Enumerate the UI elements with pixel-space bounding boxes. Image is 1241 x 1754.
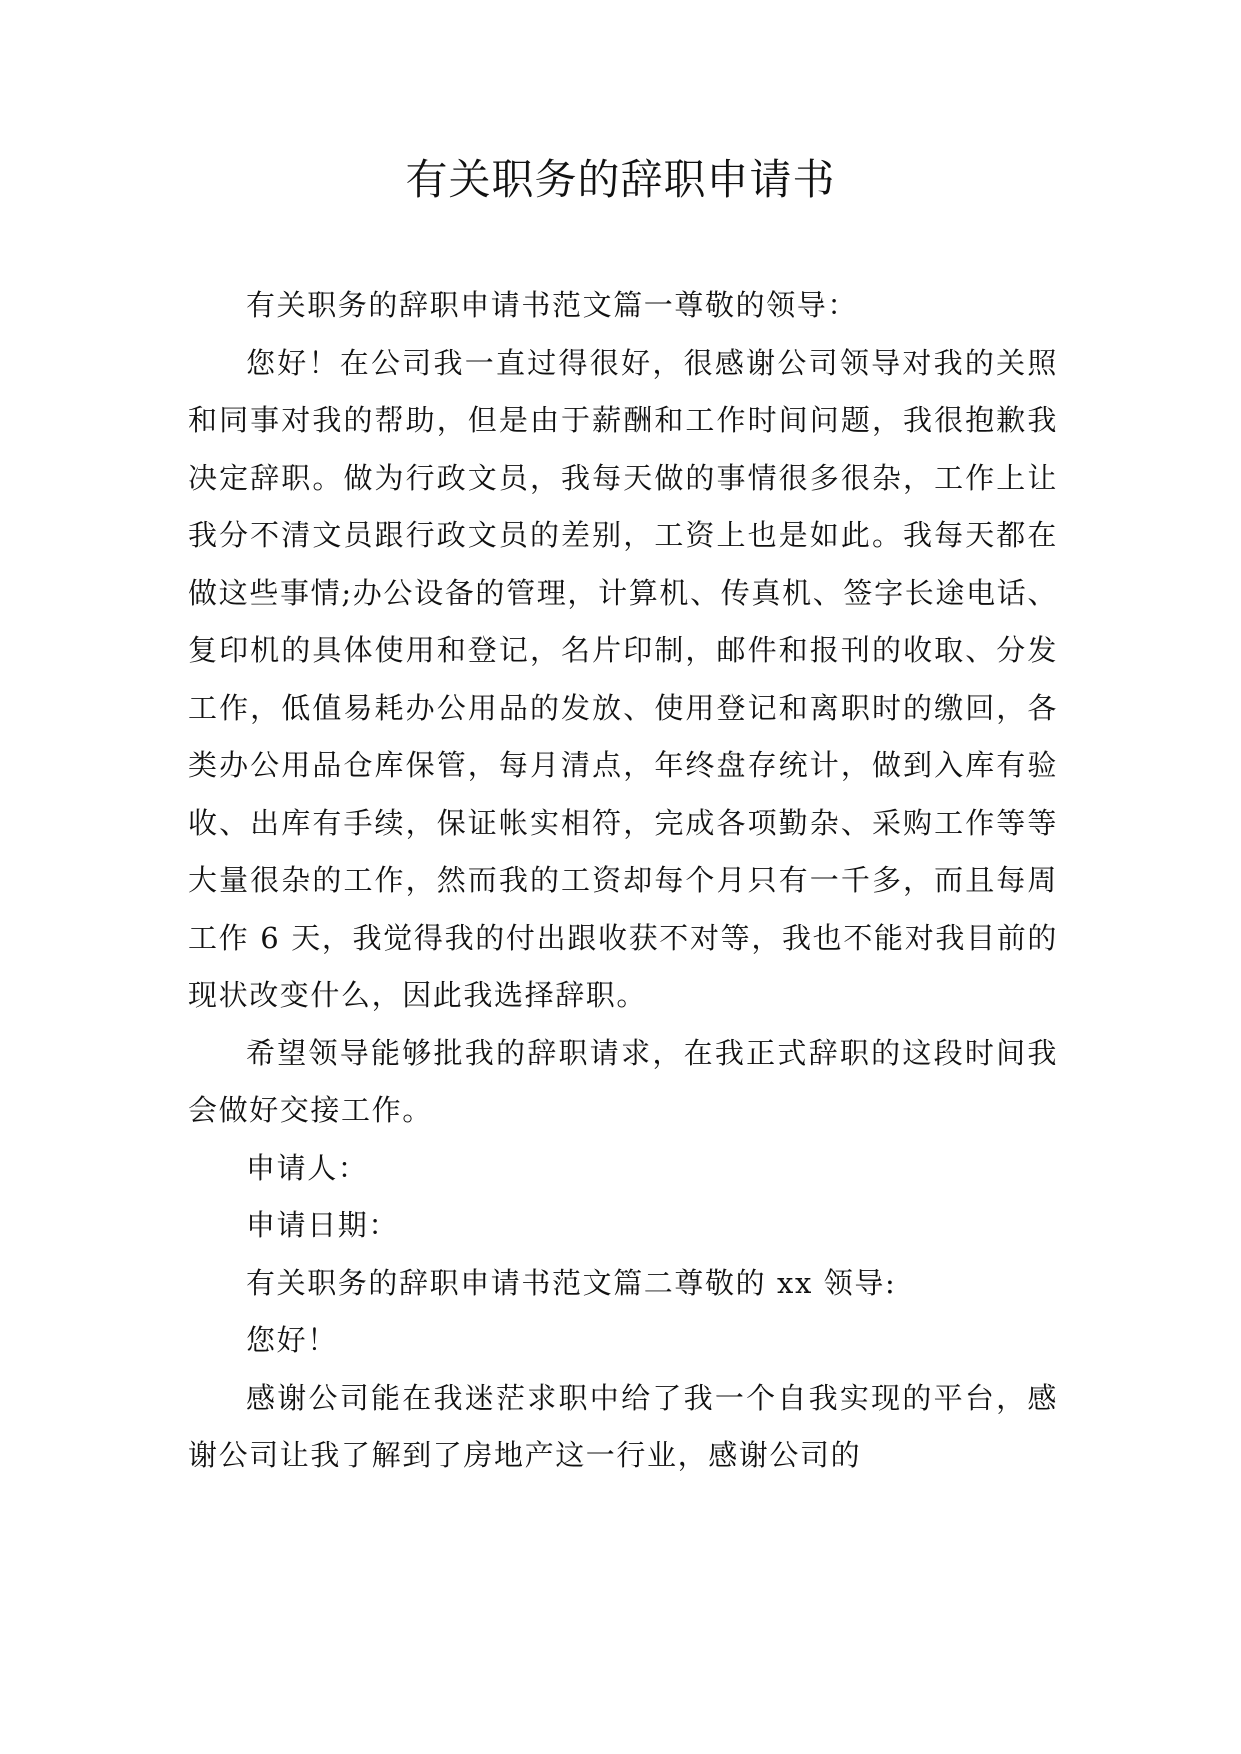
document-title: 有关职务的辞职申请书: [405, 155, 836, 204]
paragraph-applicant: 申请人：: [246, 1150, 369, 1185]
paragraph-main-body: 您好！在公司我一直过得很好，很感谢公司领导对我的关照和同事对我的帮助，但是由于薪酬和工作时间问题，我很抱歉我决定辞职。做为行政文员，我每天做的事情很多很杂，工作上让我分不清文员跟行政文员的差别，工资上也是如此。我每天都在做这些事情;办公设备的管理，计算机、传真机、签字长途电话、复印机的具体使用和登记，名片印制，邮件和报刊的收取、分发工作，低值易耗办公用品的发放、使用登记和离职时的缴回，各类办公用品仓库保管，每月清点，年终盘存统计，做到入库有验收、出库有手续，保证帐实相符，完成各项勤杂、采购工作等等大量很杂的工作，然而我的工资却每个月只有一千多，而且每周工作 6 天，我觉得我的付出跟收获不对等，我也不能对我目前的现状改变什么，因此我选择辞职。: [188, 345, 1058, 1012]
paragraph-hello: 您好！: [246, 1323, 338, 1357]
document-body: [188, 277, 1058, 1485]
paragraph-handover: 希望领导能够批我的辞职请求，在我正式辞职的这段时间我会做好交接工作。: [188, 1035, 1058, 1127]
paragraph-greeting-2: 有关职务的辞职申请书范文篇二尊敬的 xx 领导:: [246, 1265, 897, 1300]
paragraph-thanks: 感谢公司能在我迷茫求职中给了我一个自我实现的平台，感谢公司让我了解到了房地产这一行业，感谢公司的: [188, 1380, 1058, 1472]
paragraph-apply-date: 申请日期：: [246, 1208, 400, 1242]
paragraph-greeting-1: 有关职务的辞职申请书范文篇一尊敬的领导：: [246, 288, 859, 322]
